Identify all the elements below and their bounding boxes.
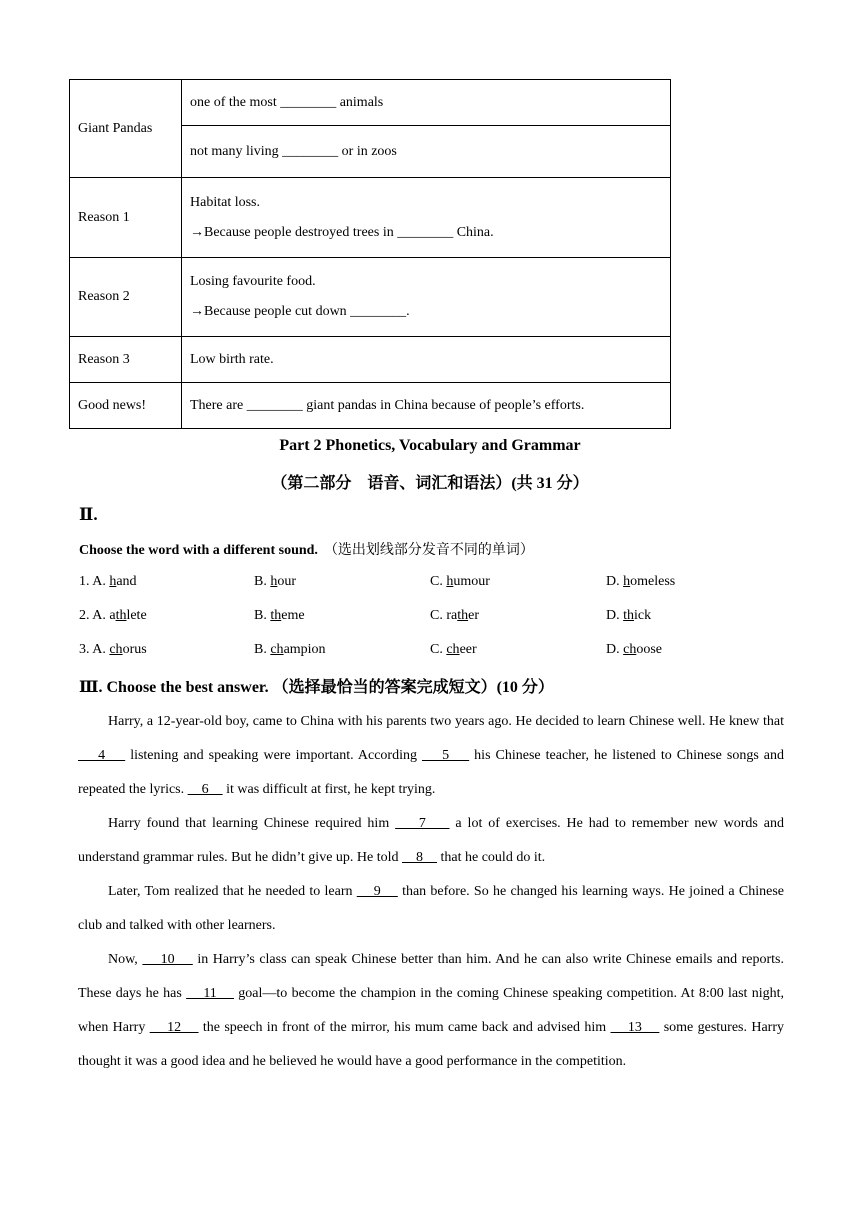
option-text: lete <box>126 608 147 623</box>
underlined-letters: h <box>446 574 454 589</box>
underlined-letters: th <box>623 608 635 623</box>
cell-line: Habitat loss. <box>190 194 260 210</box>
answer-blank: 11 <box>186 986 234 1001</box>
instruction-en: Choose the word with a different sound. <box>79 543 318 558</box>
passage-text: Harry found that learning Chinese required him <box>108 816 396 831</box>
passage-paragraph <box>78 705 784 807</box>
answer-option <box>254 574 296 590</box>
table-cell: one of the most ________ animals <box>182 80 671 126</box>
underlined-letters: h <box>109 574 117 589</box>
passage-text: Now, <box>108 952 143 967</box>
answer-blank: 8 <box>402 850 438 865</box>
answer-blank: 10 <box>142 952 193 967</box>
answer-option <box>254 608 305 624</box>
part-title: Part 2 Phonetics, Vocabulary and Grammar <box>279 437 581 454</box>
underlined-letters: h <box>623 574 631 589</box>
cell-line: →Because people destroyed trees in ________ China. <box>190 224 494 240</box>
option-text: eme <box>281 608 305 623</box>
passage-paragraph <box>78 807 784 875</box>
table-cell <box>182 258 671 337</box>
option-text: omeless <box>630 574 676 589</box>
answer-option <box>79 574 137 590</box>
table-cell: Low birth rate. <box>182 337 671 383</box>
section-heading-en: Ⅲ. Choose the best answer. <box>79 679 269 696</box>
answer-option <box>430 608 479 624</box>
passage-text: the speech in front of the mirror, his mum came back and advised him <box>198 1020 611 1035</box>
section-heading-cn: （选择最恰当的答案完成短文）(10 分） <box>272 679 554 696</box>
answer-blank: 7 <box>395 816 450 831</box>
option-text: ampion <box>283 642 326 657</box>
table-cell: not many living ________ or in zoos <box>182 126 671 178</box>
answer-blank: 13 <box>610 1020 660 1035</box>
answer-option <box>254 642 326 658</box>
option-text: orus <box>122 642 147 657</box>
option-text: ick <box>634 608 652 623</box>
passage-text: that he could do it. <box>437 850 546 865</box>
option-text: our <box>277 574 297 589</box>
answer-option <box>606 608 651 624</box>
option-text: D. <box>606 608 624 623</box>
option-text: B. <box>254 574 271 589</box>
answer-blank: 6 <box>187 782 223 797</box>
option-text: oose <box>636 642 663 657</box>
giant-pandas-table <box>69 79 671 429</box>
option-text: eer <box>459 642 477 657</box>
passage-paragraph <box>78 875 784 943</box>
option-text: C. <box>430 642 447 657</box>
passage-text: some gestures. Harry thought it was a good idea and he believed he would have a good performance in the competition. <box>78 1020 785 1069</box>
option-text: 1. A. <box>79 574 110 589</box>
option-text: C. <box>430 574 447 589</box>
answer-blank: 12 <box>149 1020 199 1035</box>
table-label: Reason 1 <box>70 178 182 258</box>
passage-text: a lot of exercises. He had to remember new words and understand grammar rules. But he didn’t give up. He told <box>78 816 785 865</box>
table-label: Reason 3 <box>70 337 182 383</box>
passage-text: Later, Tom realized that he needed to learn <box>108 884 357 899</box>
underlined-letters: th <box>457 608 469 623</box>
option-text: B. <box>254 642 271 657</box>
option-text: B. <box>254 608 271 623</box>
section-instruction <box>79 539 534 559</box>
cloze-passage <box>78 705 784 1079</box>
answer-option <box>79 642 147 658</box>
answer-blank: 9 <box>356 884 398 899</box>
passage-paragraph <box>78 943 784 1079</box>
underlined-letters: ch <box>623 642 637 657</box>
answer-option <box>430 574 490 590</box>
answer-blank: 4 <box>78 748 126 763</box>
passage-text: than before. So he changed his learning ways. He joined a Chinese club and talked with other learners. <box>78 884 784 933</box>
underlined-letters: ch <box>270 642 284 657</box>
section-numeral: Ⅱ. <box>79 505 98 524</box>
answer-option <box>430 642 477 658</box>
underlined-letters: h <box>270 574 278 589</box>
underlined-letters: ch <box>109 642 123 657</box>
passage-text: goal—to become the champion in the coming Chinese speaking competition. At 8:00 last night, when Harry <box>78 986 785 1035</box>
option-text: 3. A. <box>79 642 110 657</box>
cell-line: Losing favourite food. <box>190 274 316 289</box>
passage-text: it was difficult at first, he kept trying. <box>222 782 436 797</box>
part-subtitle: （第二部分 语音、词汇和语法）(共 31 分） <box>271 475 589 492</box>
underlined-letters: th <box>115 608 127 623</box>
passage-text: listening and speaking were important. According <box>125 748 422 763</box>
answer-option <box>79 608 147 624</box>
option-text: er <box>468 608 479 623</box>
underlined-letters: ch <box>446 642 460 657</box>
option-text: and <box>116 574 137 589</box>
option-text: D. <box>606 574 624 589</box>
passage-text: Harry, a 12-year-old boy, came to China with his parents two years ago. He decided to learn Chinese well. He knew that <box>108 714 784 729</box>
passage-text: his Chinese teacher, he listened to Chinese songs and repeated the lyrics. <box>78 748 784 797</box>
table-label: Good news! <box>70 383 182 429</box>
option-text: 2. A. a <box>79 608 116 623</box>
option-text: D. <box>606 642 624 657</box>
answer-blank: 5 <box>421 748 470 763</box>
section-heading <box>79 674 554 697</box>
table-cell: There are ________ giant pandas in China because of people’s efforts. <box>182 383 671 429</box>
instruction-cn: （选出划线部分发音不同的单词） <box>323 543 534 558</box>
underlined-letters: th <box>270 608 282 623</box>
passage-text: in Harry’s class can speak Chinese better than him. And he can also write Chinese emails and reports. These days he has <box>78 952 785 1001</box>
cell-line: →Because people cut down ________. <box>190 304 410 319</box>
table-label: Reason 2 <box>70 258 182 337</box>
table-cell <box>182 178 671 258</box>
answer-option <box>606 642 662 658</box>
table-label: Giant Pandas <box>70 80 182 178</box>
answer-option <box>606 574 675 590</box>
option-text: umour <box>453 574 490 589</box>
option-text: C. ra <box>430 608 458 623</box>
